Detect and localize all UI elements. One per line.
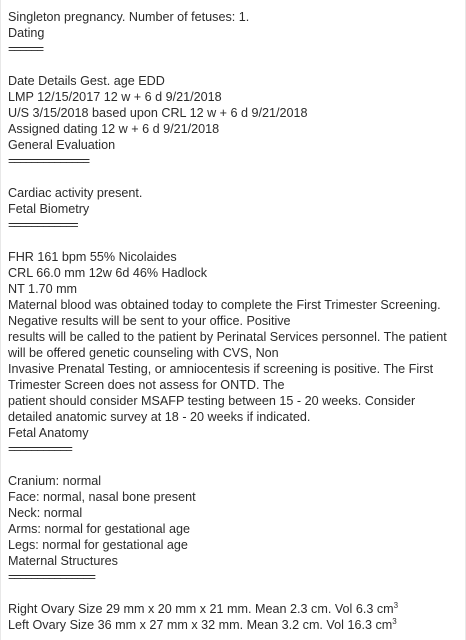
right-ovary-unit-superscript: 3 [393, 601, 399, 610]
biometry-line: Maternal blood was obtained today to complete the First Trimester Screening. [8, 298, 441, 312]
section-rule-dating: ====== [8, 42, 43, 56]
right-ovary-text: Right Ovary Size 29 mm x 20 mm x 21 mm. Mean 2.3 cm. Vol 6.3 cm [8, 602, 394, 616]
pregnancy-summary: Singleton pregnancy. Number of fetuses: 1. [8, 10, 250, 24]
biometry-line: FHR 161 bpm 55% Nicolaides [8, 250, 177, 264]
blank-line [8, 169, 465, 185]
blank-line [8, 457, 465, 473]
section-rule-maternal-structures: =============== [8, 570, 95, 584]
section-heading-fetal-anatomy: Fetal Anatomy [8, 426, 89, 440]
section-rule-fetal-biometry: ============ [8, 218, 78, 232]
left-ovary-text: Left Ovary Size 36 mm x 27 mm x 32 mm. Mean 3.2 cm. Vol 16.3 cm [8, 618, 393, 632]
section-heading-dating: Dating [8, 26, 45, 40]
biometry-line: patient should consider MSAFP testing between 15 - 20 weeks. Consider [8, 394, 416, 408]
left-ovary-line [8, 617, 465, 633]
section-rule-fetal-anatomy: =========== [8, 442, 72, 456]
anatomy-line: Neck: normal [8, 506, 83, 520]
biometry-line: NT 1.70 mm [8, 282, 78, 296]
cardiac-activity-text: Cardiac activity present. [8, 186, 143, 200]
section-rule-general-evaluation: ============== [8, 154, 89, 168]
dating-row-lmp: LMP 12/15/2017 12 w + 6 d 9/21/2018 [8, 90, 222, 104]
section-heading-general-evaluation: General Evaluation [8, 138, 116, 152]
dating-row-assigned: Assigned dating 12 w + 6 d 9/21/2018 [8, 122, 220, 136]
section-heading-fetal-biometry: Fetal Biometry [8, 202, 90, 216]
biometry-line: Invasive Prenatal Testing, or amniocentesis if screening is positive. The First [8, 362, 434, 376]
biometry-line: detailed anatomic survey at 18 - 20 weeks if indicated. [8, 410, 311, 424]
dating-row-us: U/S 3/15/2018 based upon CRL 12 w + 6 d 9/21/2018 [8, 106, 308, 120]
anatomy-line: Face: normal, nasal bone present [8, 490, 196, 504]
biometry-line: Negative results will be sent to your office. Positive [8, 314, 291, 328]
anatomy-line: Cranium: normal [8, 474, 102, 488]
blank-line [8, 57, 465, 73]
biometry-line: CRL 66.0 mm 12w 6d 46% Hadlock [8, 266, 208, 280]
right-ovary-line [8, 601, 465, 617]
section-heading-maternal-structures: Maternal Structures [8, 554, 118, 568]
dating-table-header: Date Details Gest. age EDD [8, 74, 165, 88]
blank-line [8, 585, 465, 601]
left-ovary-unit-superscript: 3 [392, 617, 397, 626]
anatomy-line: Arms: normal for gestational age [8, 522, 190, 536]
biometry-line: results will be called to the patient by Perinatal Services personnel. The patient [8, 330, 447, 344]
biometry-line: will be offered genetic counseling with CVS, Non [8, 346, 279, 360]
anatomy-line: Legs: normal for gestational age [8, 538, 188, 552]
blank-line [8, 233, 465, 249]
biometry-line: Trimester Screen does not assess for ONTD. The [8, 378, 285, 392]
